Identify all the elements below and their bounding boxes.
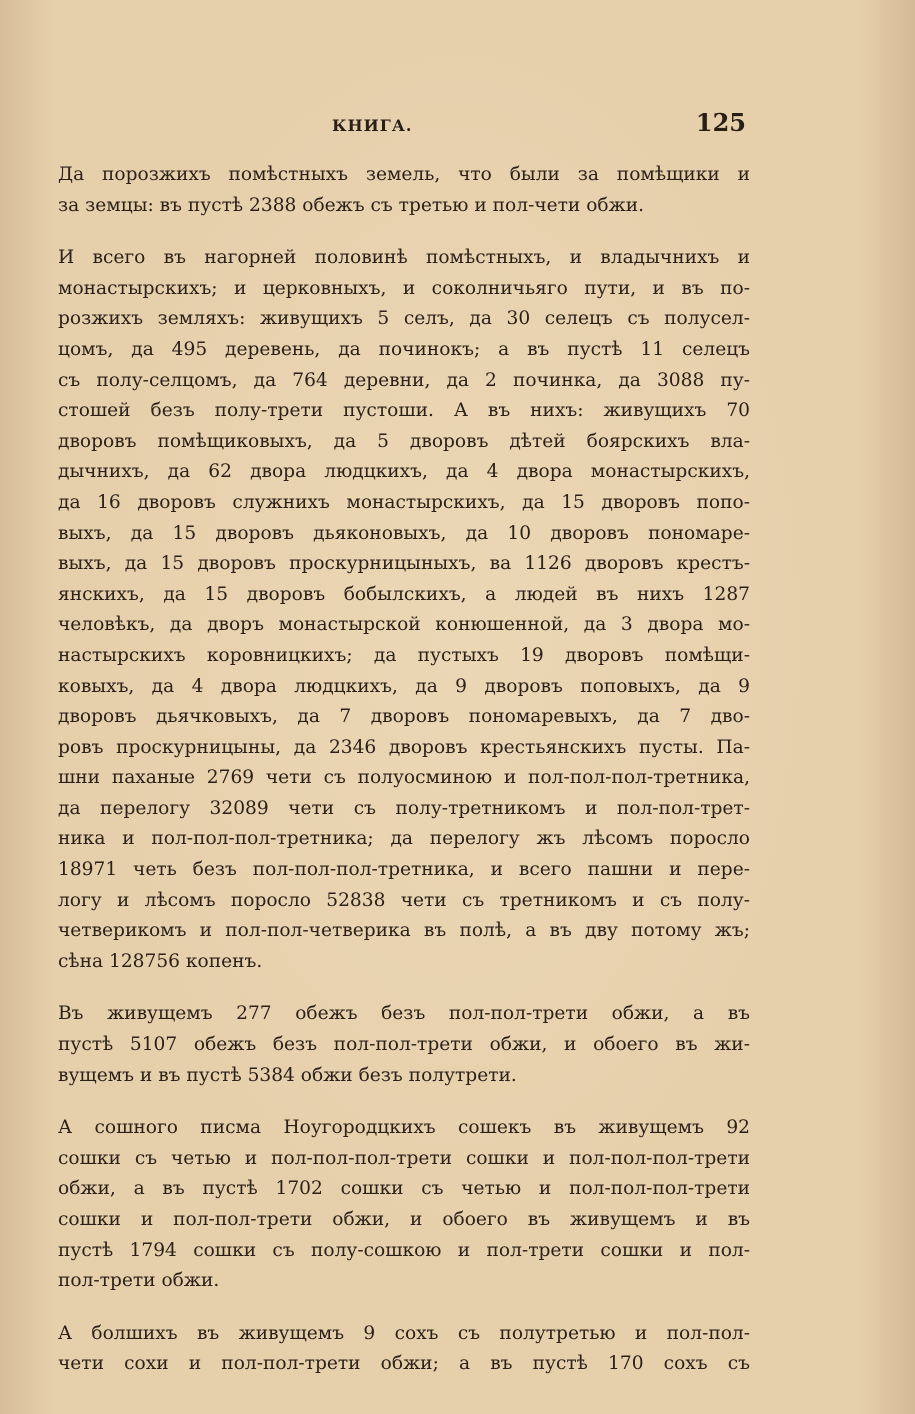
- text-line: выхъ, да 15 дворовъ дьяконовыхъ, да 10 дворовъ пономаре-: [58, 522, 750, 544]
- text-line: четверикомъ и пол-пол-четверика въ полѣ, а въ дву потому жъ;: [58, 920, 750, 942]
- body-text: [58, 160, 750, 1402]
- text-line: цомъ, да 495 деревень, да починокъ; а въ пустѣ 11 селецъ: [58, 338, 750, 360]
- text-line: чети сохи и пол-пол-трети обжи; а въ пустѣ 170 сохъ съ: [58, 1353, 750, 1375]
- text-line: А сошного писма Ноугородцкихъ сошекъ въ живущемъ 92: [58, 1117, 750, 1139]
- text-line: шни паханые 2769 чети съ полуосминою и пол-пол-пол-третника,: [58, 767, 750, 789]
- text-line: А болшихъ въ живущемъ 9 сохъ съ полутретью и пол-пол-: [58, 1322, 750, 1344]
- running-title: КНИГА.: [332, 116, 413, 135]
- text-line: янскихъ, да 15 дворовъ бобылскихъ, а людей въ нихъ 1287: [58, 583, 750, 605]
- paragraph: [58, 1319, 750, 1380]
- text-line: съ полу-селцомъ, да 764 деревни, да 2 починка, да 3088 пу-: [58, 369, 750, 391]
- text-line: дворовъ помѣщиковыхъ, да 5 дворовъ дѣтей боярскихъ вла-: [58, 430, 750, 452]
- text-line: за земцы: въ пустѣ 2388 обежъ съ третью и пол-чети обжи.: [58, 194, 645, 216]
- text-line: ника и пол-пол-пол-третника; да перелогу жъ лѣсомъ поросло: [58, 828, 750, 850]
- text-line: обжи, а въ пустѣ 1702 сошки съ четью и пол-пол-пол-трети: [58, 1178, 750, 1200]
- text-line: стошей безъ полу-трети пустоши. А въ нихъ: живущихъ 70: [58, 400, 750, 422]
- page-number: 125: [695, 108, 746, 137]
- text-line: настырскихъ коровницкихъ; да пустыхъ 19 дворовъ помѣщи-: [58, 644, 750, 666]
- text-line: Въ живущемъ 277 обежъ безъ пол-пол-трети обжи, а въ: [58, 1003, 750, 1025]
- text-line: монастырскихъ; и церковныхъ, и соколничьяго пути, и въ по-: [58, 277, 750, 299]
- text-line: розжихъ земляхъ: живущихъ 5 селъ, да 30 селецъ съ полусел-: [58, 308, 750, 330]
- text-line: Да порозжихъ помѣстныхъ земель, что были за помѣщики и: [58, 164, 750, 185]
- paragraph: [58, 999, 750, 1091]
- text-line: сошки съ четью и пол-пол-пол-трети сошки и пол-пол-пол-трети: [58, 1147, 750, 1169]
- text-line: выхъ, да 15 дворовъ проскурницыныхъ, ва 1126 дворовъ крестъ-: [58, 553, 750, 575]
- text-line: И всего въ нагорней половинѣ помѣстныхъ, и владычнихъ и: [58, 247, 750, 269]
- text-line: человѣкъ, да дворъ монастырской конюшенной, да 3 двора мо-: [58, 614, 750, 636]
- text-line: пустѣ 5107 обежъ безъ пол-пол-трети обжи, и обоего въ жи-: [58, 1034, 750, 1056]
- paragraph: [58, 1113, 750, 1297]
- text-line: дворовъ дьячковыхъ, да 7 дворовъ пономаревыхъ, да 7 дво-: [58, 706, 750, 728]
- text-line: вущемъ и въ пустѣ 5384 обжи безъ полутрети.: [58, 1064, 517, 1086]
- text-line: 18971 четь безъ пол-пол-пол-третника, и всего пашни и пере-: [58, 859, 750, 881]
- paragraph: [58, 160, 750, 221]
- text-line: сошки и пол-пол-трети обжи, и обоего въ живущемъ и въ: [58, 1209, 750, 1230]
- text-line: ровъ проскурницыны, да 2346 дворовъ крестьянскихъ пусты. Па-: [58, 736, 750, 758]
- text-line: сѣна 128756 копенъ.: [58, 950, 263, 972]
- text-line: пол-трети обжи.: [58, 1270, 220, 1292]
- text-line: да перелогу 32089 чети съ полу-третникомъ и пол-пол-трет-: [58, 797, 750, 819]
- text-line: логу и лѣсомъ поросло 52838 чети съ третникомъ и съ полу-: [58, 889, 750, 911]
- page-header: [58, 108, 746, 142]
- text-line: пустѣ 1794 сошки съ полу-сошкою и пол-трети сошки и пол-: [58, 1239, 750, 1261]
- paragraph: [58, 243, 750, 977]
- text-line: дычнихъ, да 62 двора людцкихъ, да 4 двора монастырскихъ,: [58, 461, 750, 483]
- text-line: да 16 дворовъ служнихъ монастырскихъ, да 15 дворовъ попо-: [58, 491, 750, 513]
- text-line: ковыхъ, да 4 двора людцкихъ, да 9 дворовъ поповыхъ, да 9: [58, 675, 750, 697]
